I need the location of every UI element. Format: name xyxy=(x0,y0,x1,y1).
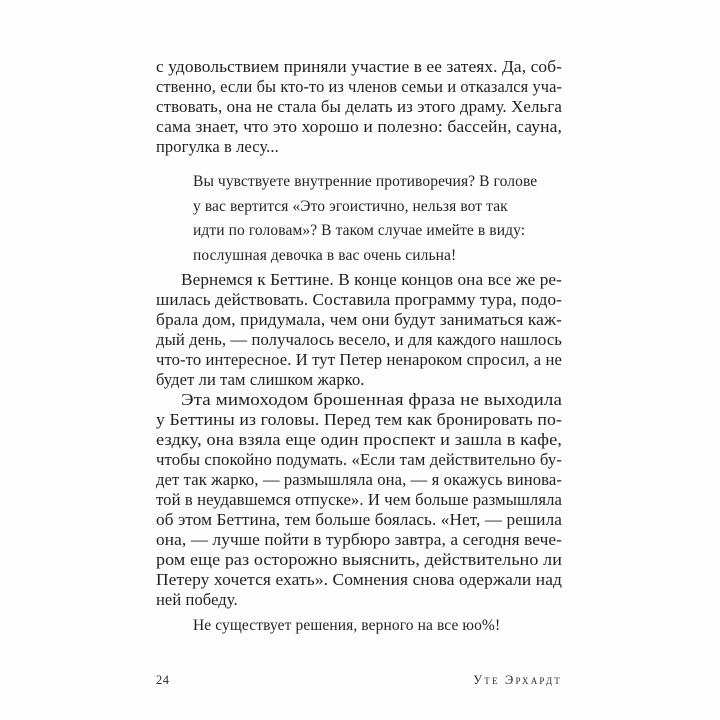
text-line: Не существует решения, верного на все юо%! xyxy=(193,617,501,634)
paragraph xyxy=(156,57,562,157)
text-line: что-то интересное. И тут Петер ненароком спросил, а не xyxy=(156,350,562,369)
text-line: послушная девочка в вас очень сильна! xyxy=(193,246,457,264)
text-line: ездку, она взяла еще один проспект и зашла в кафе, xyxy=(156,430,562,449)
text-line: Вернемся к Беттине. В конце концов она все же ре- xyxy=(181,270,562,289)
text-line: Вы чувствуете внутренние противоречия? В голове xyxy=(193,173,538,190)
text-line: ней победу. xyxy=(156,590,238,609)
text-line: шилась действовать. Составила программу тура, подо- xyxy=(156,290,562,309)
text-line: она, — лучше пойти в турбюро завтра, а сегодня вече- xyxy=(156,530,562,549)
text-line: дый день, — получалось весело, и для каждого нашлось xyxy=(156,330,562,349)
aphorism-block xyxy=(193,614,562,638)
quote-block xyxy=(193,170,562,268)
text-line: ствовать, она не стала бы делать из этого драму. Хельга xyxy=(156,97,562,116)
text-line: об этом Беттина, тем больше боялась. «Нет, — решила xyxy=(156,510,562,529)
text-line: ром еще раз осторожно выяснить, действительно ли xyxy=(156,550,562,569)
text-line: Эта мимоходом брошенная фраза не выходила xyxy=(181,390,562,409)
text-line: сама знает, что это хорошо и полезно: бассейн, сауна, xyxy=(156,117,562,136)
text-line: будет ли там слишком жарко. xyxy=(156,370,365,389)
page-text xyxy=(156,57,562,638)
text-line: чтобы спокойно подумать. «Если там действительно бу- xyxy=(156,450,562,469)
page-number: 24 xyxy=(156,673,170,687)
text-line: дет так жарко, — размышляла она, — я окажусь винова- xyxy=(156,470,562,489)
running-head-author: Уте Эрхардт xyxy=(473,673,562,687)
page-footer xyxy=(156,673,562,688)
text-line: Петеру хочется ехать». Сомнения снова одержали над xyxy=(156,570,562,589)
text-line: идти по головам»? В таком случае имейте в виду: xyxy=(193,222,526,239)
text-line: брала дом, придумала, чем они будут заниматься каж- xyxy=(156,310,562,329)
text-line: у Беттины из головы. Перед тем как бронировать по- xyxy=(156,410,562,429)
text-line: ственно, если бы кто-то из членов семьи и отказался уча- xyxy=(156,77,562,96)
text-line: у вас вертится «Это эгоистично, нельзя вот так xyxy=(193,197,508,215)
text-line: с удовольствием приняли участие в ее затеях. Да, соб- xyxy=(156,57,562,76)
text-line: той в неудавшемся отпуске». И чем больше размышляла xyxy=(156,490,562,509)
text-line: прогулка в лесу... xyxy=(156,137,279,156)
paragraph xyxy=(156,390,562,610)
paragraph xyxy=(156,270,562,390)
